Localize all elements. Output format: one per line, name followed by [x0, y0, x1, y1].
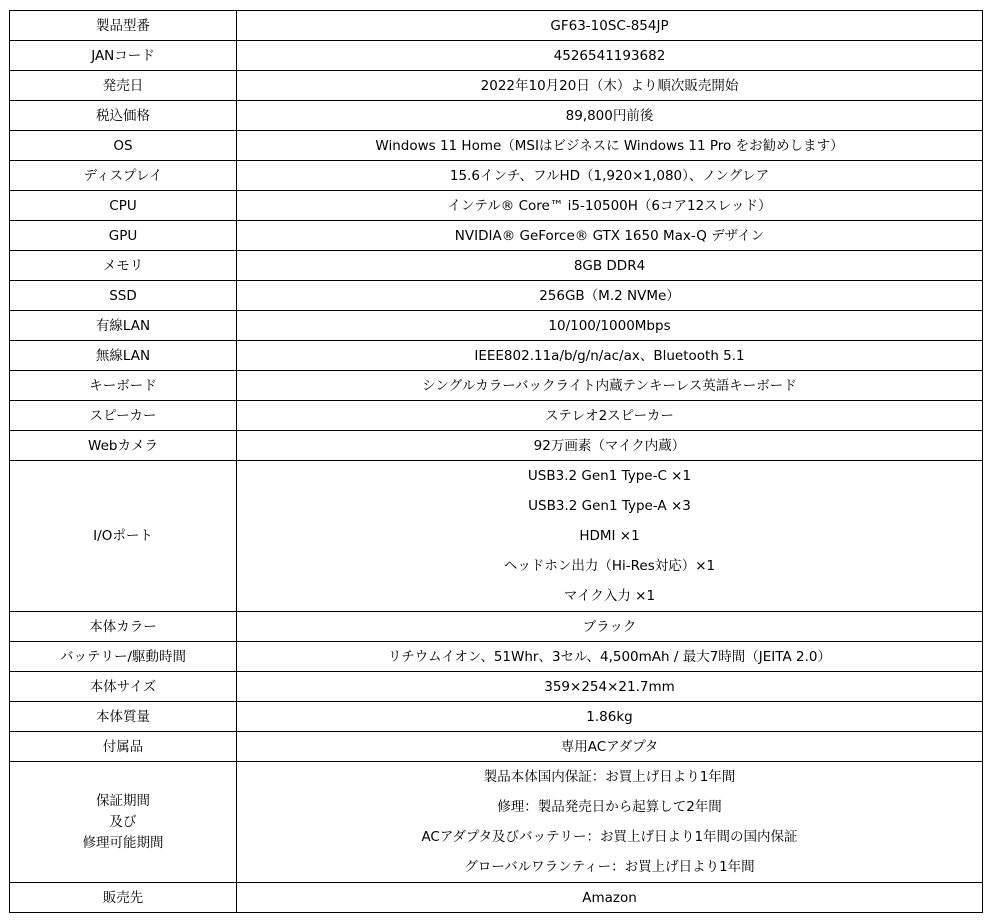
value-cell: 4526541193682 [237, 41, 983, 71]
value-cell: リチウムイオン、51Whr、3セル、4,500mAh / 最大7時間（JEITA 2.0） [237, 642, 983, 672]
value-cell: 15.6インチ、フルHD（1,920×1,080）、ノングレア [237, 161, 983, 191]
label-cell: 本体質量 [10, 702, 237, 732]
row-wired-lan [10, 311, 983, 341]
value-cell: 256GB（M.2 NVMe） [237, 281, 983, 311]
row-keyboard [10, 371, 983, 401]
row-model-number [10, 11, 983, 41]
row-speaker [10, 401, 983, 431]
value-cell [237, 762, 983, 883]
label-cell: 発売日 [10, 71, 237, 101]
label-cell: Webカメラ [10, 431, 237, 461]
row-io-ports [10, 461, 983, 612]
value-cell: 92万画素（マイク内蔵） [237, 431, 983, 461]
label-cell: 付属品 [10, 732, 237, 762]
label-cell: メモリ [10, 251, 237, 281]
io-port-item: ヘッドホン出力（Hi-Res対応）×1 [503, 558, 716, 574]
label-cell: キーボード [10, 371, 237, 401]
row-seller [10, 883, 983, 913]
io-port-item: USB3.2 Gen1 Type-A ×3 [528, 498, 691, 514]
row-warranty [10, 762, 983, 883]
label-cell: バッテリー/駆動時間 [10, 642, 237, 672]
row-webcam [10, 431, 983, 461]
value-cell: 専用ACアダプタ [237, 732, 983, 762]
value-cell: シングルカラーバックライト内蔵テンキーレス英語キーボード [237, 371, 983, 401]
label-cell: SSD [10, 281, 237, 311]
row-memory [10, 251, 983, 281]
warranty-label-line: 保証期間 [96, 792, 150, 809]
row-battery [10, 642, 983, 672]
row-price [10, 101, 983, 131]
spec-table [9, 10, 983, 913]
value-cell: GF63-10SC-854JP [237, 11, 983, 41]
label-cell: ディスプレイ [10, 161, 237, 191]
value-cell: NVIDIA® GeForce® GTX 1650 Max-Q デザイン [237, 221, 983, 251]
label-cell: 本体カラー [10, 612, 237, 642]
value-cell: ブラック [237, 612, 983, 642]
label-cell: 有線LAN [10, 311, 237, 341]
label-cell: I/Oポート [10, 461, 237, 612]
value-cell: 8GB DDR4 [237, 251, 983, 281]
label-cell: 製品型番 [10, 11, 237, 41]
label-cell: GPU [10, 221, 237, 251]
row-cpu [10, 191, 983, 221]
label-cell: 販売先 [10, 883, 237, 913]
warranty-item: 修理：製品発売日から起算して2年間 [497, 799, 722, 815]
value-cell: IEEE802.11a/b/g/n/ac/ax、Bluetooth 5.1 [237, 341, 983, 371]
io-port-item: HDMI ×1 [579, 528, 640, 544]
label-cell: CPU [10, 191, 237, 221]
row-gpu [10, 221, 983, 251]
row-os [10, 131, 983, 161]
value-cell: 89,800円前後 [237, 101, 983, 131]
row-dimensions [10, 672, 983, 702]
label-cell: 税込価格 [10, 101, 237, 131]
value-cell: 10/100/1000Mbps [237, 311, 983, 341]
value-cell: 1.86kg [237, 702, 983, 732]
warranty-label-line: 修理可能期間 [82, 834, 164, 851]
value-cell: 2022年10月20日（木）より順次販売開始 [237, 71, 983, 101]
label-cell: 無線LAN [10, 341, 237, 371]
io-port-item: USB3.2 Gen1 Type-C ×1 [527, 468, 692, 484]
row-color [10, 612, 983, 642]
row-jan-code [10, 41, 983, 71]
value-cell: ステレオ2スピーカー [237, 401, 983, 431]
row-release-date [10, 71, 983, 101]
value-cell: 359×254×21.7mm [237, 672, 983, 702]
label-cell: スピーカー [10, 401, 237, 431]
io-port-item: マイク入力 ×1 [563, 588, 656, 604]
warranty-label-line: 及び [109, 813, 137, 830]
warranty-item: ACアダプタ及びバッテリー：お買上げ日より1年間の国内保証 [421, 829, 798, 845]
warranty-item: 製品本体国内保証：お買上げ日より1年間 [483, 769, 736, 785]
row-wireless-lan [10, 341, 983, 371]
label-cell: JANコード [10, 41, 237, 71]
label-cell: 本体サイズ [10, 672, 237, 702]
row-weight [10, 702, 983, 732]
value-cell [237, 461, 983, 612]
warranty-item: グローバルワランティー：お買上げ日より1年間 [464, 859, 755, 875]
value-cell: Amazon [237, 883, 983, 913]
label-cell [10, 762, 237, 883]
value-cell: Windows 11 Home（MSIはビジネスに Windows 11 Pro をお勧めします） [237, 131, 983, 161]
row-accessories [10, 732, 983, 762]
label-cell: OS [10, 131, 237, 161]
value-cell: インテル® Core™ i5-10500H（6コア12スレッド） [237, 191, 983, 221]
row-ssd [10, 281, 983, 311]
row-display [10, 161, 983, 191]
